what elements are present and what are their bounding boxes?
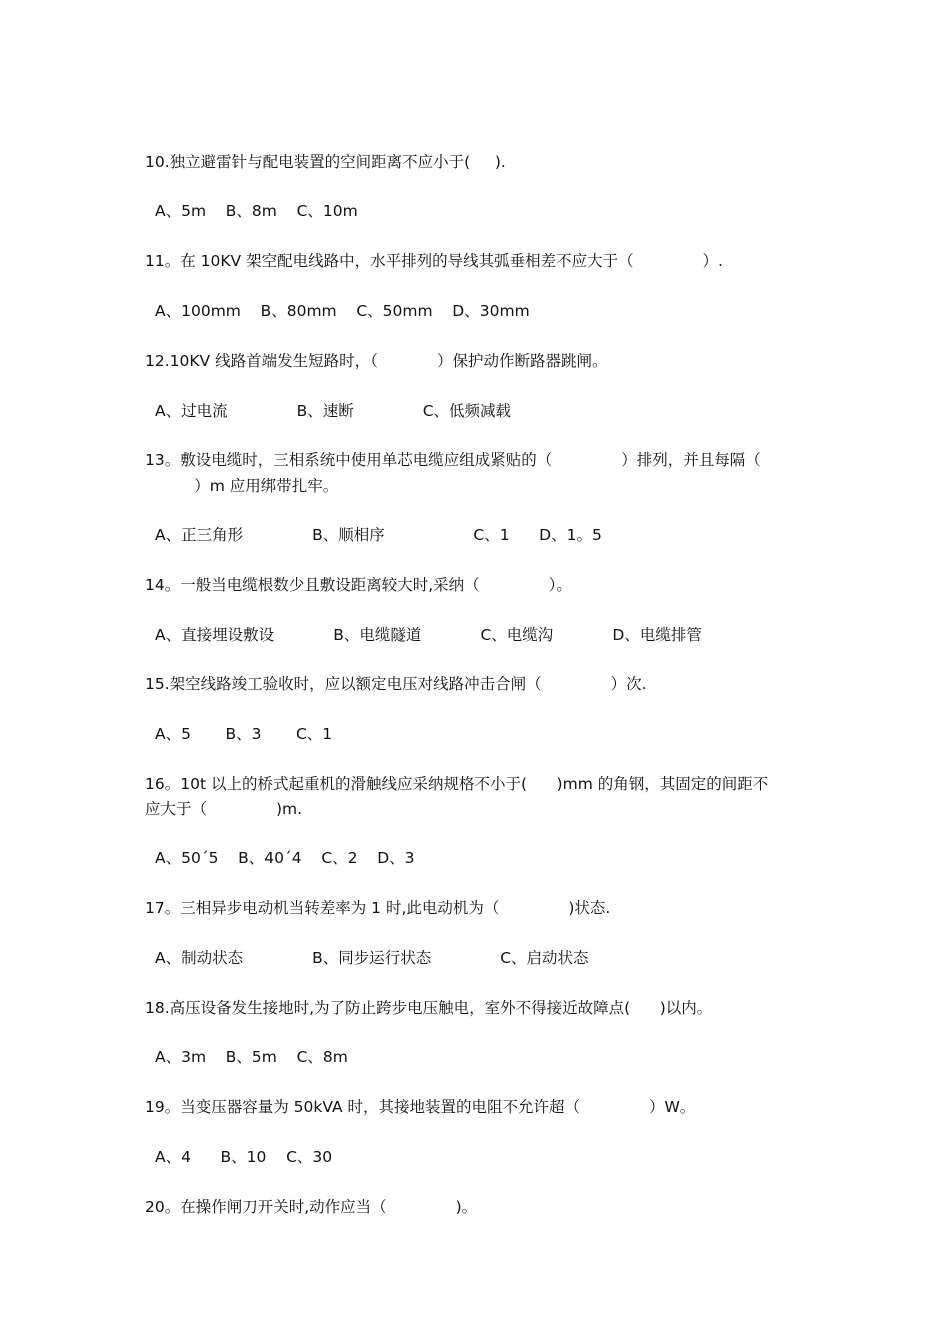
question-19: 19。当变压器容量为 50kVA 时，其接地装置的电阻不允许超（ ）W。 [145, 1098, 696, 1116]
question-10: 10.独立避雷针与配电装置的空间距离不应小于( ). [145, 153, 506, 171]
question-13-line-1: 13。敷设电缆时，三相系统中使用单芯电缆应组成紧贴的（ ）排列，并且每隔（ [145, 451, 761, 469]
question-18: 18.高压设备发生接地时,为了防止跨步电压触电，室外不得接近故障点( )以内。 [145, 999, 713, 1017]
question-17: 17。三相异步电动机当转差率为 1 时,此电动机为（ )状态. [145, 899, 611, 917]
question-18-options: A、3m B、5m C、8m [155, 1048, 348, 1066]
question-14-options: A、直接埋设敷设 B、电缆隧道 C、电缆沟 D、电缆排管 [155, 626, 702, 644]
question-15: 15.架空线路竣工验收时，应以额定电压对线路冲击合闸（ ）次. [145, 675, 647, 693]
question-14: 14。一般当电缆根数少且敷设距离较大时,采纳（ ）。 [145, 576, 572, 594]
question-15-options: A、5 B、3 C、1 [155, 725, 333, 743]
question-13-options: A、正三角形 B、顺相序 C、1 D、1。5 [155, 526, 602, 544]
question-11: 11。在 10KV 架空配电线路中，水平排列的导线其弧垂相差不应大于（ ）. [145, 252, 723, 270]
question-16-options: A、50´5 B、40´4 C、2 D、3 [155, 849, 415, 867]
question-13-line-2: ）m 应用绑带扎牢。 [145, 477, 339, 495]
question-10-options: A、5m B、8m C、10m [155, 202, 358, 220]
question-16-line-2: 应大于（ )m. [145, 800, 303, 818]
question-11-options: A、100mm B、80mm C、50mm D、30mm [155, 302, 530, 320]
question-19-options: A、4 B、10 C、30 [155, 1148, 333, 1166]
question-17-options: A、制动状态 B、同步运行状态 C、启动状态 [155, 949, 589, 967]
question-20: 20。在操作闸刀开关时,动作应当（ )。 [145, 1198, 478, 1216]
question-12-options: A、过电流 B、速断 C、低频减载 [155, 402, 512, 420]
question-12: 12.10KV 线路首端发生短路时，（ ）保护动作断路器跳闸。 [145, 352, 608, 370]
question-16-line-1: 16。10t 以上的桥式起重机的滑触线应采纳规格不小于( )mm 的角钢，其固定的间距不 [145, 775, 769, 793]
